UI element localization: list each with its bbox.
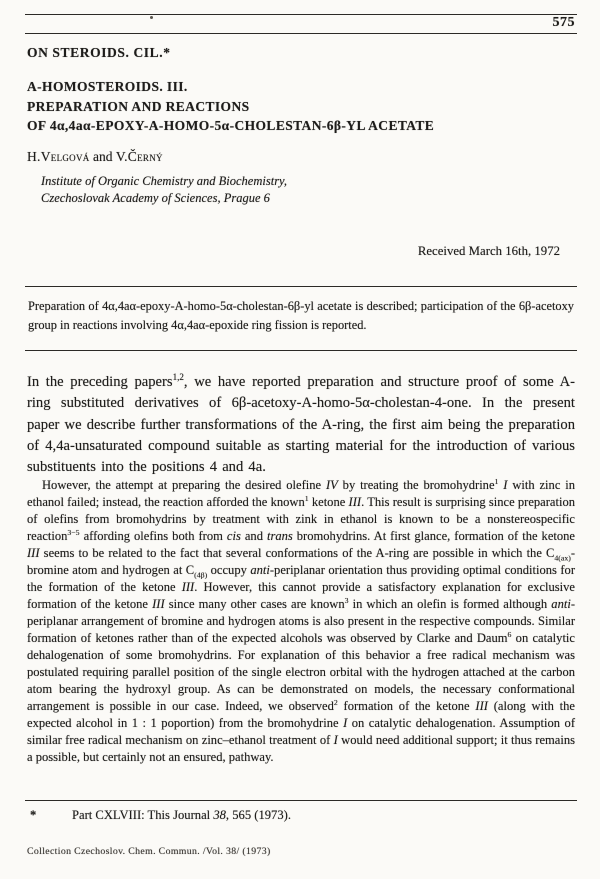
article-title-line-3: OF 4α,4aα-EPOXY-A-HOMO-5α-CHOLESTAN-6β-YL ACETATE [27, 118, 435, 133]
header-rule-bottom [25, 33, 577, 34]
footnote-marker: * [30, 808, 37, 822]
authors: H.Velgová and V.Černý [27, 149, 163, 164]
abstract-rule-top [25, 286, 577, 287]
footnote-text: Part CXLVIII: This Journal 38, 565 (1973). [72, 808, 291, 822]
page-number: 575 [552, 15, 575, 30]
abstract-rule-bottom [25, 350, 577, 351]
affiliation-line-2: Czechoslovak Academy of Sciences, Prague 6 [41, 190, 270, 205]
journal-footer: Collection Czechoslov. Chem. Commun. /Vol. 38/ (1973) [27, 846, 271, 857]
affiliation [41, 173, 287, 206]
abstract-text: Preparation of 4α,4aα-epoxy-A-homo-5α-cholestan-6β-yl acetate is described; participation of the 6β-acetoxy group in reactions involving 4α,4aα-epoxide ring fission is reported. [28, 299, 574, 332]
article-title-line-2: PREPARATION AND REACTIONS [27, 98, 250, 114]
body-paragraph-1: In the preceding papers$^{1,2}$, we have reported preparation and structure proof of some A-ring substituted derivatives of 6β-acetoxy-A-homo-5α-cholestan-4-one. In the present paper we describe further transformations of the A-ring, the first aim being the preparation of 4,4a-unsaturated compound suitable as starting material for the introduction of various substituents into the positions 4 and 4a. [27, 372, 575, 476]
footnote-rule [25, 800, 577, 801]
series-title: ON STEROIDS. CIL.* [27, 45, 171, 60]
received-date: Received March 16th, 1972 [417, 244, 560, 258]
article-title-line-1: A-HOMOSTEROIDS. III. [27, 79, 188, 94]
article-title [27, 77, 434, 136]
affiliation-line-1: Institute of Organic Chemistry and Biochemistry, [41, 174, 288, 188]
scan-artifact-dot [150, 16, 153, 19]
header-rule-top [25, 14, 577, 15]
body-paragraph-2: However, the attempt at preparing the desired olefine IV by treating the bromohydrine$^1$ I with zinc in ethanol failed; instead, the reaction afforded the known$^1$ ketone III. This result is surprising since preparation of olefins from bromohydrins by treatment with zink in ethanol is known to be a nonstereospecific reaction$^{3-5}$ affording olefins both from cis and trans bromohydrins. At first glance, formation of the ketone III seems to be related to the fact that several conformations of the A-ring are possible in which the $C_{4(ax)}$-bromine atom and hydrogen at $C_{(4\beta)}$ occupy anti-periplanar orientation thus providing optimal conditions for the formation of the ketone III. However, this cannot provide a satisfactory explanation for exclusive formation of the ketone III since many other cases are known$^3$ in which an olefin is formed although anti-periplanar arrangement of bromine and hydrogen atoms is also present in the respective compounds. Similar formation of ketones rather than of the expected alcohols was observed by Clarke and Daum$^6$ on catalytic dehalogenation of some bromohydrins. For explanation of this behavior a free radical mechanism was postulated requiring parallel position of the single electron orbital with the hydrogen attached at the carbon atom bearing the hydroxyl group. As can be demonstrated on models, the necessary conformational arrangement is possible in our case. Indeed, we observed$^2$ formation of the ketone III (along with the expected alcohol in 1 : 1 poportion) from the bromohydrine I on catalytic dehalogenation. Assumption of similar free radical mechanism on zinc–ethanol treatment of I would need additional support; it thus remains a possible, but certainly not an ensured, pathway. [27, 476, 576, 764]
